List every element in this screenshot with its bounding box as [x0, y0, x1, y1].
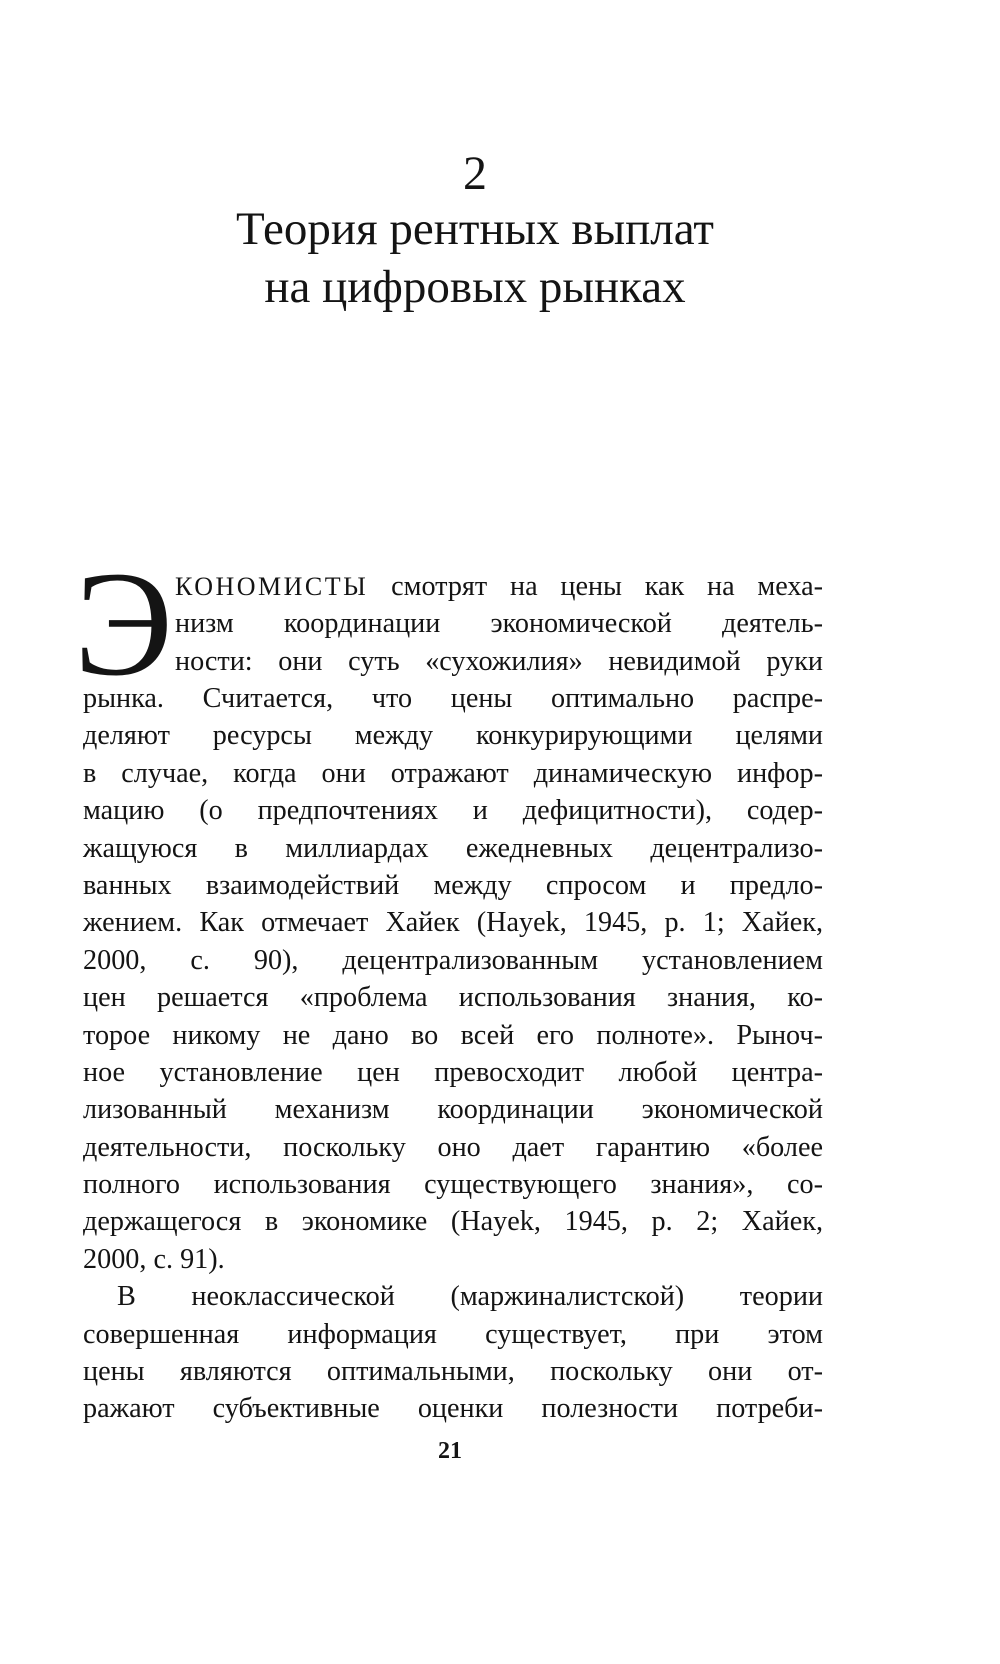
- text-line: совершенная информация существует, при этом: [83, 1318, 823, 1350]
- text-line: мацию (о предпочтениях и дефицитности), содер-: [83, 795, 823, 827]
- text-line: [175, 568, 823, 605]
- text-line: цен решается «проблема использования знания, ко-: [83, 982, 823, 1014]
- text-line: ванных взаимодействий между спросом и предло-: [83, 869, 823, 901]
- drop-cap-wrapped-lines: [175, 568, 823, 680]
- text-line: полного использования существующего знания», со-: [83, 1169, 823, 1201]
- chapter-title-line: на цифровых рынках: [264, 261, 686, 313]
- chapter-title-line: Теория рентных выплат: [236, 203, 714, 255]
- text-line: рынка. Считается, что цены оптимально распре-: [83, 683, 823, 714]
- text-line: цены являются оптимальными, поскольку они от-: [83, 1356, 823, 1388]
- text-line: деляют ресурсы между конкурирующими целями: [83, 720, 823, 752]
- drop-cap: Э: [74, 541, 174, 707]
- text-line: 2000, с. 91).: [83, 1243, 225, 1275]
- text-line: 2000, с. 90), децентрализованным установлением: [83, 944, 823, 976]
- chapter-title: [0, 200, 950, 316]
- text-line: ности: они суть «сухожилия» невидимой руки: [175, 645, 823, 677]
- body-text: [83, 680, 823, 1428]
- text-line-rest: смотрят на цены как на меха-: [368, 571, 823, 602]
- text-line: низм координации экономической деятель-: [175, 608, 823, 640]
- text-line: жащуюся в миллиардах ежедневных децентрализо-: [83, 832, 823, 864]
- text-line: ражают субъективные оценки полезности потреби-: [83, 1393, 823, 1425]
- page-number: 21: [438, 1438, 462, 1464]
- text-line: в случае, когда они отражают динамическую инфор-: [83, 757, 823, 789]
- chapter-number: 2: [463, 147, 487, 200]
- text-line: ное установление цен превосходит любой центра-: [83, 1056, 823, 1088]
- text-line: жением. Как отмечает Хайек (Hayek, 1945, p. 1; Хайек,: [83, 907, 823, 939]
- text-line: деятельности, поскольку оно дает гарантию «более: [83, 1131, 823, 1163]
- text-line: лизованный механизм координации экономической: [83, 1094, 823, 1126]
- text-line: В неоклассической (маржиналистской) теории: [117, 1281, 823, 1313]
- first-word-smallcaps: КОНОМИСТЫ: [175, 572, 369, 601]
- text-line: держащегося в экономике (Hayek, 1945, p. 2; Хайек,: [83, 1206, 823, 1238]
- text-line: торое никому не дано во всей его полноте». Рыноч-: [83, 1019, 823, 1051]
